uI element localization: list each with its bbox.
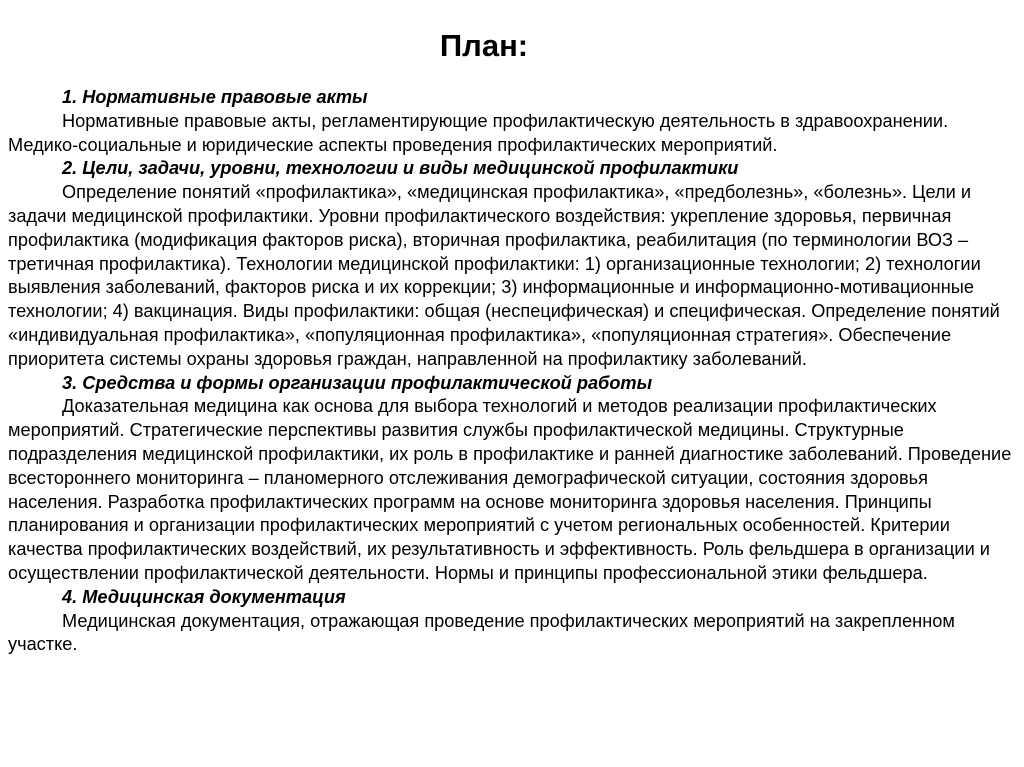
section-heading-2: 2. Цели, задачи, уровни, технологии и виды медицинской профилактики — [62, 158, 739, 179]
section-heading-4: 4. Медицинская документация — [62, 586, 346, 607]
section-heading-3: 3. Средства и формы организации профилактической работы — [62, 372, 653, 393]
section-body-4: Медицинская документация, отражающая проведение профилактических мероприятий на закрепленном участке. — [8, 610, 955, 655]
page-title: План: — [439, 28, 529, 63]
section-body-2: Определение понятий «профилактика», «медицинская профилактика», «предболезнь», «болезнь». Цели и задачи медицинской профилактики. Уровни профилактического воздействия: укрепление здоровья, первичная профилактика (модификация факторов риска), вторичная профилактика, реабилитация (по терминологии ВОЗ – третичная профилактика). Технологии медицинской профилактики: 1) организационные технологии; 2) технологии выявления заболеваний, факторов риска и их коррекции; 3) информационные и информационно-мотивационные технологии; 4) вакцинация. Виды профилактики: общая (неспецифическая) и специфическая. Определение понятий «индивидуальная профилактика», «популяционная профилактика», «популяционная стратегия». Обеспечение приоритета системы охраны здоровья граждан, направленной на профилактику заболеваний. — [8, 182, 1000, 369]
section-heading-1: 1. Нормативные правовые акты — [62, 87, 368, 107]
section-body-1: Нормативные правовые акты, регламентирующие профилактическую деятельность в здравоохранении. Медико-социальные и юридические аспекты проведения профилактических мероприятий. — [8, 110, 949, 155]
plan-content — [8, 86, 1020, 657]
section-body-3: Доказательная медицина как основа для выбора технологий и методов реализации профилактических мероприятий. Стратегические перспективы развития службы профилактической медицины. Структурные подразделения медицинской профилактики, их роль в профилактике и ранней диагностике заболеваний. Проведение всестороннего мониторинга – планомерного отслеживания демографической ситуации, состояния здоровья населения. Разработка профилактических программ на основе мониторинга здоровья населения. Принципы планирования и организации профилактических мероприятий с учетом региональных особенностей. Критерии качества профилактических воздействий, их результативность и эффективность. Роль фельдшера в организации и осуществлении профилактической деятельности. Нормы и принципы профессиональной этики фельдшера. — [8, 396, 1012, 583]
